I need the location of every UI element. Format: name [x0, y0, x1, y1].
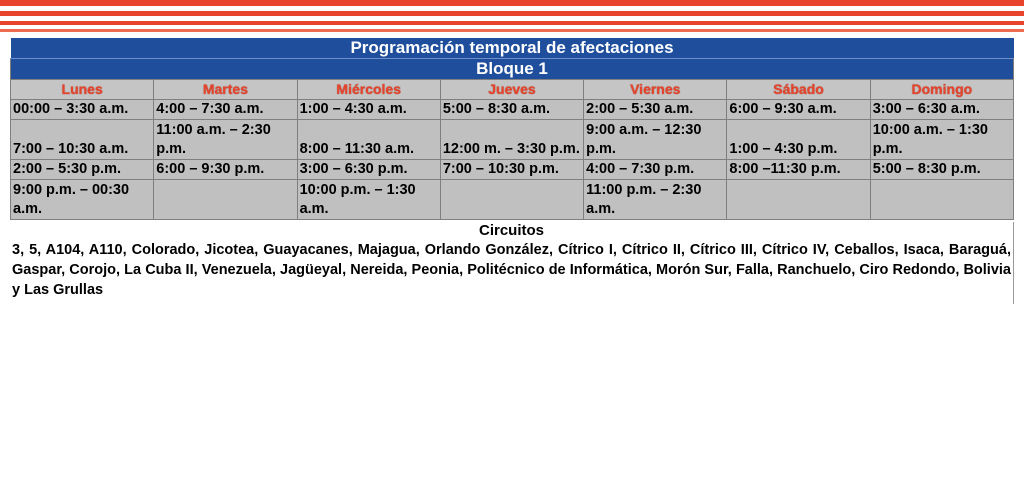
time-slot: 9:00 p.m. – 00:30 a.m.	[11, 180, 154, 220]
day-header: Lunes	[11, 80, 154, 100]
time-slot: 6:00 – 9:30 a.m.	[727, 100, 870, 120]
circuits-title: Circuitos	[478, 222, 544, 239]
time-slot	[154, 180, 297, 220]
header-stripe	[0, 29, 1024, 32]
time-slot: 7:00 – 10:30 p.m.	[440, 160, 583, 180]
time-slot: 8:00 –11:30 p.m.	[727, 160, 870, 180]
time-slot: 5:00 – 8:30 p.m.	[870, 160, 1013, 180]
circuits-list: 3, 5, A104, A110, Colorado, Jicotea, Guayacanes, Majagua, Orlando González, Cítrico I, Cítrico II, Cítrico III, Cítrico IV, Ceballos, Isaca, Baraguá, Gaspar, Corojo, La Cuba II, Venezuela, Jagüeyal, Nereida, Peonia, Politécnico de Informática, Morón Sur, Falla, Ranchuelo, Ciro Redondo, Bolivia y Las Grullas	[12, 242, 1011, 298]
day-header: Sábado	[727, 80, 870, 100]
time-slot: 6:00 – 9:30 p.m.	[154, 160, 297, 180]
table-title: Programación temporal de afectaciones	[11, 38, 1014, 59]
time-slot: 1:00 – 4:30 a.m.	[297, 100, 440, 120]
time-slot: 12:00 m. – 3:30 p.m.	[440, 120, 583, 160]
time-slot: 00:00 – 3:30 a.m.	[11, 100, 154, 120]
time-slot: 11:00 p.m. – 2:30 a.m.	[584, 180, 727, 220]
day-header: Viernes	[584, 80, 727, 100]
schedule-table	[10, 38, 1014, 220]
time-slot: 3:00 – 6:30 a.m.	[870, 100, 1013, 120]
time-slot: 2:00 – 5:30 a.m.	[584, 100, 727, 120]
time-slot: 4:00 – 7:30 a.m.	[154, 100, 297, 120]
header-stripe	[0, 21, 1024, 25]
header-stripe	[0, 0, 1024, 6]
table-row	[11, 120, 1014, 160]
time-slot	[870, 180, 1013, 220]
time-slot: 11:00 a.m. – 2:30 p.m.	[154, 120, 297, 160]
schedule-table-wrapper	[10, 38, 1014, 304]
circuits-section	[10, 222, 1014, 304]
time-slot: 3:00 – 6:30 p.m.	[297, 160, 440, 180]
time-slot: 8:00 – 11:30 a.m.	[297, 120, 440, 160]
time-slot: 1:00 – 4:30 p.m.	[727, 120, 870, 160]
time-slot	[440, 180, 583, 220]
time-slot: 7:00 – 10:30 a.m.	[11, 120, 154, 160]
block-label: Bloque 1	[11, 59, 1014, 80]
day-header: Jueves	[440, 80, 583, 100]
time-slot	[727, 180, 870, 220]
table-row	[11, 180, 1014, 220]
day-header: Domingo	[870, 80, 1013, 100]
time-slot: 10:00 a.m. – 1:30 p.m.	[870, 120, 1013, 160]
time-slot: 9:00 a.m. – 12:30 p.m.	[584, 120, 727, 160]
day-header: Miércoles	[297, 80, 440, 100]
time-slot: 5:00 – 8:30 a.m.	[440, 100, 583, 120]
time-slot: 2:00 – 5:30 p.m.	[11, 160, 154, 180]
days-header-row	[11, 80, 1014, 100]
time-slot: 10:00 p.m. – 1:30 a.m.	[297, 180, 440, 220]
table-row	[11, 160, 1014, 180]
header-stripe	[0, 11, 1024, 16]
day-header: Martes	[154, 80, 297, 100]
time-slot: 4:00 – 7:30 p.m.	[584, 160, 727, 180]
table-row	[11, 100, 1014, 120]
